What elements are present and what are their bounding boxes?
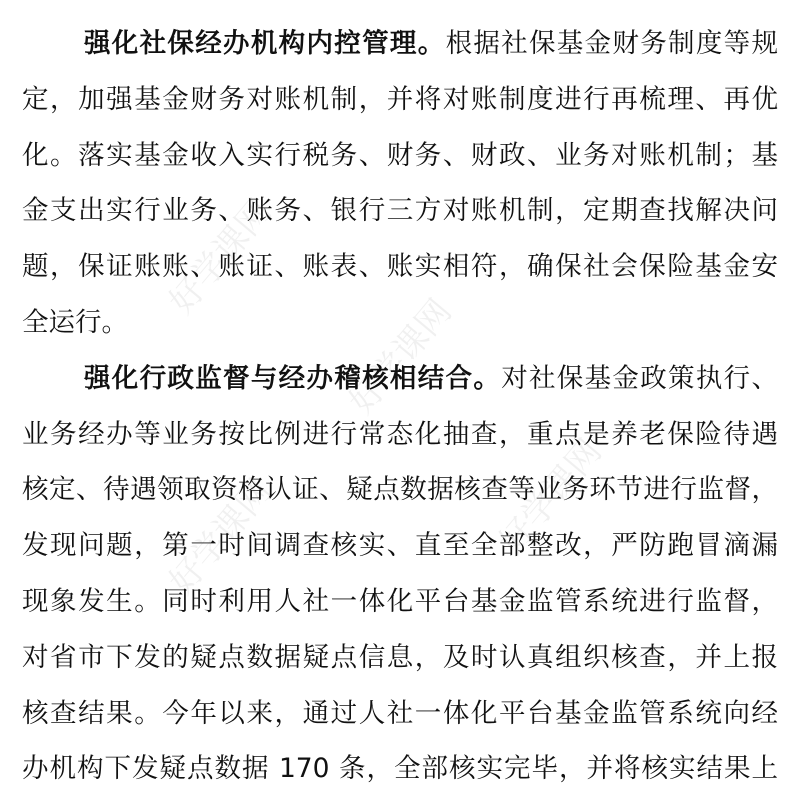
- paragraph-2-heading: 强化行政监督与经办稽核相结合。: [84, 362, 502, 394]
- paragraph-1-heading: 强化社保经办机构内控管理。: [84, 28, 446, 59]
- paragraph-2-line: [22, 351, 778, 407]
- watermark: 好学课网: [341, 291, 460, 422]
- paragraph-1-line: 定，加强基金财务对账机制，并将对账制度进行再梳理、再优: [22, 83, 778, 115]
- paragraph-2-line: 发现问题，第一时间调查核实、直至全部整改，严防跑冒滴漏: [22, 530, 778, 562]
- paragraph-2-line: 业务经办等业务按比例进行常态化抽查，重点是养老保险待遇: [22, 418, 778, 450]
- paragraph-1-line: 全运行。: [22, 306, 128, 338]
- paragraph-2-line: 办机构下发疑点数据 170 条，全部核实完毕，并将核实结果上: [22, 753, 778, 785]
- paragraph-1-line: 金支出实行业务、账务、银行三方对账机制，定期查找解决问: [22, 195, 778, 227]
- paragraph-1-line: [22, 16, 778, 72]
- paragraph-2-line: 核查结果。今年以来，通过人社一体化平台基金监管系统向经: [22, 697, 778, 729]
- watermark: 好学课网: [161, 471, 280, 602]
- watermark: 好学课网: [491, 431, 610, 562]
- watermark: 好学课网: [161, 191, 280, 322]
- paragraph-1-line: 化。落实基金收入实行税务、财务、财政、业务对账机制；基: [22, 139, 778, 171]
- paragraph-text: 根据社保基金财务制度等规: [445, 28, 778, 59]
- paragraph-2-line: 现象发生。同时利用人社一体化平台基金监管系统进行监督，: [22, 585, 778, 617]
- paragraph-1-line: 题，保证账账、账证、账表、账实相符，确保社会保险基金安: [22, 251, 778, 283]
- paragraph-2-line: 核定、待遇领取资格认证、疑点数据核查等业务环节进行监督，: [22, 474, 778, 506]
- document-body: [22, 16, 778, 797]
- paragraph-text: 对社保基金政策执行、: [501, 362, 778, 394]
- paragraph-2-line: 对省市下发的疑点数据疑点信息，及时认真组织核查，并上报: [22, 641, 778, 673]
